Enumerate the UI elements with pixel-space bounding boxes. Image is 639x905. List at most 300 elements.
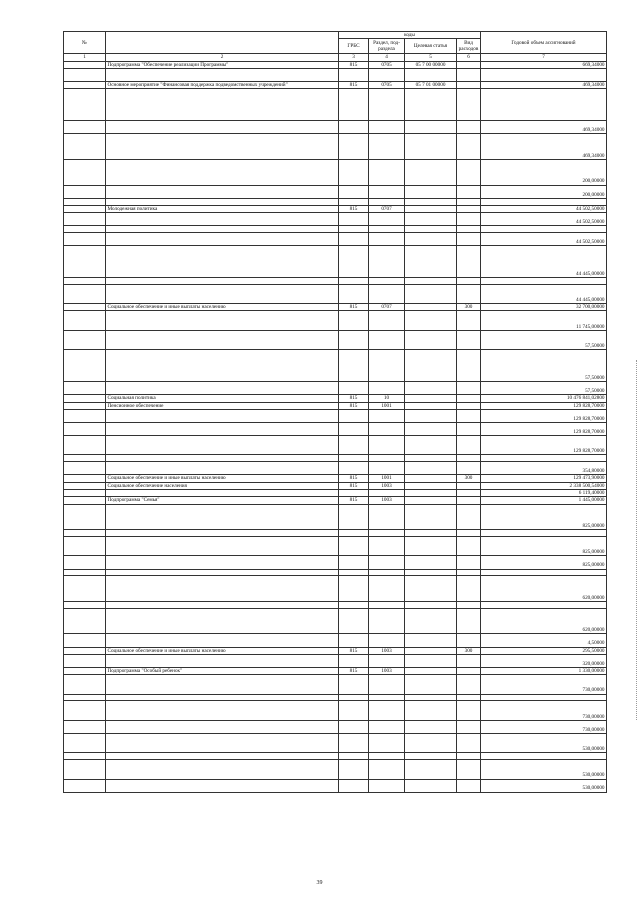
row-number-cell [64, 121, 106, 134]
target-article-cell [405, 89, 457, 121]
row-name-cell [106, 350, 339, 382]
target-article-cell [405, 530, 457, 537]
target-article-cell [405, 720, 457, 733]
annual-amount-cell: 825,00000 [481, 556, 607, 569]
col-index: 5 [405, 54, 457, 61]
table-row [64, 753, 607, 760]
row-name-cell [106, 198, 339, 205]
section-cell [369, 422, 405, 435]
annual-amount-cell [481, 198, 607, 205]
row-number-cell [64, 89, 106, 121]
row-number-cell [64, 245, 106, 277]
target-article-cell [405, 504, 457, 530]
row-name-cell [106, 226, 339, 233]
row-number-cell [64, 205, 106, 212]
section-cell [369, 489, 405, 496]
target-article-cell [405, 330, 457, 349]
table-row [64, 475, 607, 482]
row-number-cell [64, 422, 106, 435]
grbs-cell [339, 576, 369, 602]
row-number-cell [64, 733, 106, 752]
grbs-cell [339, 134, 369, 160]
row-number-cell [64, 504, 106, 530]
row-name-cell [106, 753, 339, 760]
grbs-cell: 815 [339, 402, 369, 409]
section-cell: 0707 [369, 205, 405, 212]
row-name-cell: Молодежная политика [106, 205, 339, 212]
target-article-cell [405, 489, 457, 496]
target-article-cell [405, 160, 457, 186]
annual-amount-cell: 730,00000 [481, 701, 607, 720]
row-number-cell [64, 489, 106, 496]
col-header-num: № [64, 32, 106, 54]
target-article-cell [405, 475, 457, 482]
table-row [64, 482, 607, 489]
target-article-cell [405, 226, 457, 233]
row-number-cell [64, 61, 106, 68]
annual-amount-cell: 129 828,70000 [481, 409, 607, 422]
row-number-cell [64, 81, 106, 88]
table-row [64, 89, 607, 121]
table-row [64, 760, 607, 779]
row-number-cell [64, 530, 106, 537]
col-index: 1 [64, 54, 106, 61]
annual-amount-cell: 1 445,00000 [481, 497, 607, 504]
annual-amount-cell: 57,50000 [481, 382, 607, 395]
section-cell [369, 601, 405, 608]
row-name-cell [106, 462, 339, 475]
section-cell [369, 134, 405, 160]
table-row [64, 311, 607, 330]
expense-type-cell [457, 569, 481, 576]
table-row [64, 530, 607, 537]
annual-amount-cell: 1 330,00000 [481, 667, 607, 674]
section-cell [369, 226, 405, 233]
annual-amount-cell: 200,00000 [481, 160, 607, 186]
grbs-cell [339, 330, 369, 349]
row-number-cell [64, 226, 106, 233]
expense-type-cell [457, 311, 481, 330]
row-number-cell [64, 475, 106, 482]
target-article-cell [405, 634, 457, 647]
section-cell: 0707 [369, 304, 405, 311]
expense-type-cell [457, 497, 481, 504]
row-name-cell: Социальное обеспечение населения [106, 482, 339, 489]
row-name-cell: Подпрограмма "Особый ребенок" [106, 667, 339, 674]
row-number-cell [64, 311, 106, 330]
section-cell [369, 634, 405, 647]
row-name-cell [106, 245, 339, 277]
section-cell [369, 121, 405, 134]
section-cell [369, 185, 405, 198]
table-row [64, 277, 607, 284]
expense-type-cell [457, 760, 481, 779]
table-row [64, 779, 607, 792]
annual-amount-cell: 129 828,70000 [481, 422, 607, 435]
section-cell [369, 232, 405, 245]
table-row [64, 81, 607, 88]
target-article-cell [405, 311, 457, 330]
grbs-cell: 815 [339, 61, 369, 68]
section-cell [369, 608, 405, 634]
expense-type-cell [457, 350, 481, 382]
section-cell [369, 350, 405, 382]
target-article-cell [405, 482, 457, 489]
target-article-cell [405, 277, 457, 284]
table-row [64, 537, 607, 556]
expense-type-cell [457, 198, 481, 205]
grbs-cell [339, 694, 369, 701]
table-row [64, 701, 607, 720]
col-index: 4 [369, 54, 405, 61]
section-cell [369, 779, 405, 792]
target-article-cell [405, 422, 457, 435]
expense-type-cell [457, 576, 481, 602]
row-number-cell [64, 482, 106, 489]
target-article-cell [405, 462, 457, 475]
section-cell [369, 277, 405, 284]
grbs-cell [339, 185, 369, 198]
target-article-cell [405, 576, 457, 602]
table-row [64, 497, 607, 504]
target-article-cell [405, 654, 457, 667]
annual-amount-cell: 469,34000 [481, 121, 607, 134]
grbs-cell [339, 720, 369, 733]
grbs-cell [339, 232, 369, 245]
grbs-cell [339, 350, 369, 382]
row-name-cell [106, 694, 339, 701]
expense-type-cell [457, 779, 481, 792]
row-name-cell [106, 89, 339, 121]
expense-type-cell [457, 694, 481, 701]
grbs-cell [339, 382, 369, 395]
expense-type-cell [457, 226, 481, 233]
table-body [64, 61, 607, 792]
grbs-cell [339, 160, 369, 186]
expense-type-cell [457, 160, 481, 186]
section-cell [369, 576, 405, 602]
annual-amount-cell: 44 502,50000 [481, 212, 607, 225]
section-cell [369, 556, 405, 569]
annual-amount-cell: 825,00000 [481, 504, 607, 530]
table-row [64, 245, 607, 277]
expense-type-cell [457, 422, 481, 435]
grbs-cell [339, 733, 369, 752]
grbs-cell: 815 [339, 205, 369, 212]
section-cell [369, 733, 405, 752]
grbs-cell [339, 760, 369, 779]
section-cell: 1003 [369, 667, 405, 674]
grbs-cell: 815 [339, 647, 369, 654]
target-article-cell [405, 497, 457, 504]
annual-amount-cell: 620,00000 [481, 576, 607, 602]
section-cell [369, 530, 405, 537]
expense-type-cell [457, 608, 481, 634]
row-name-cell [106, 569, 339, 576]
row-name-cell [106, 232, 339, 245]
row-number-cell [64, 350, 106, 382]
row-name-cell: Социальное обеспечение и иные выплаты населению [106, 304, 339, 311]
row-number-cell [64, 134, 106, 160]
page-number: 39 [316, 880, 323, 886]
table-row [64, 68, 607, 81]
table-row [64, 232, 607, 245]
expense-type-cell [457, 753, 481, 760]
row-name-cell: Подпрограмма "Обеспечение реализации Программы" [106, 61, 339, 68]
row-name-cell [106, 422, 339, 435]
table-row [64, 61, 607, 68]
grbs-cell: 815 [339, 482, 369, 489]
row-number-cell [64, 601, 106, 608]
budget-table [63, 31, 607, 793]
table-row [64, 608, 607, 634]
row-name-cell: Социальное обеспечение и иные выплаты населению [106, 647, 339, 654]
row-number-cell [64, 160, 106, 186]
expense-type-cell [457, 720, 481, 733]
col-header-expense-type: Вид расходов [457, 39, 481, 54]
expense-type-cell [457, 701, 481, 720]
target-article-cell [405, 753, 457, 760]
col-index: 6 [457, 54, 481, 61]
row-number-cell [64, 779, 106, 792]
table-row [64, 462, 607, 475]
row-number-cell [64, 667, 106, 674]
expense-type-cell [457, 185, 481, 198]
annual-amount-cell [481, 753, 607, 760]
annual-amount-cell: 200,00000 [481, 185, 607, 198]
target-article-cell [405, 455, 457, 462]
target-article-cell [405, 185, 457, 198]
table-row [64, 409, 607, 422]
table-row [64, 205, 607, 212]
table-row [64, 350, 607, 382]
annual-amount-cell: 129 828,70000 [481, 402, 607, 409]
expense-type-cell [457, 436, 481, 455]
section-cell [369, 504, 405, 530]
grbs-cell: 815 [339, 395, 369, 402]
row-name-cell: Социальное обеспечение и иные выплаты населению [106, 475, 339, 482]
table-row [64, 395, 607, 402]
expense-type-cell [457, 81, 481, 88]
row-name-cell [106, 436, 339, 455]
table-row [64, 576, 607, 602]
expense-type-cell [457, 284, 481, 303]
grbs-cell: 815 [339, 304, 369, 311]
annual-amount-cell: 57,50000 [481, 350, 607, 382]
annual-amount-cell [481, 68, 607, 81]
target-article-cell [405, 284, 457, 303]
expense-type-cell: 300 [457, 475, 481, 482]
section-cell: 1003 [369, 482, 405, 489]
table-row [64, 667, 607, 674]
grbs-cell [339, 245, 369, 277]
annual-amount-cell: 44 502,50000 [481, 205, 607, 212]
row-name-cell [106, 634, 339, 647]
row-name-cell [106, 530, 339, 537]
annual-amount-cell: 44 502,50000 [481, 232, 607, 245]
annual-amount-cell [481, 569, 607, 576]
row-number-cell [64, 634, 106, 647]
row-number-cell [64, 277, 106, 284]
row-name-cell [106, 556, 339, 569]
target-article-cell [405, 134, 457, 160]
expense-type-cell [457, 667, 481, 674]
row-name-cell [106, 160, 339, 186]
row-number-cell [64, 576, 106, 602]
row-name-cell [106, 733, 339, 752]
col-header-annual-amount: Годовой объем ассигнований [481, 32, 607, 54]
section-cell: 0705 [369, 81, 405, 88]
annual-amount-cell: 825,00000 [481, 537, 607, 556]
section-cell [369, 694, 405, 701]
section-cell [369, 68, 405, 81]
row-number-cell [64, 497, 106, 504]
annual-amount-cell: 669,34000 [481, 61, 607, 68]
section-cell [369, 245, 405, 277]
section-cell [369, 409, 405, 422]
row-name-cell [106, 311, 339, 330]
target-article-cell [405, 647, 457, 654]
table-row [64, 733, 607, 752]
target-article-cell [405, 350, 457, 382]
section-cell [369, 382, 405, 395]
expense-type-cell [457, 482, 481, 489]
section-cell [369, 330, 405, 349]
table-row [64, 226, 607, 233]
row-name-cell [106, 134, 339, 160]
row-name-cell [106, 537, 339, 556]
expense-type-cell [457, 212, 481, 225]
table-row [64, 675, 607, 694]
table-row [64, 284, 607, 303]
target-article-cell [405, 402, 457, 409]
col-header-grbs: ГРБС [339, 39, 369, 54]
target-article-cell [405, 701, 457, 720]
target-article-cell [405, 121, 457, 134]
grbs-cell [339, 462, 369, 475]
row-name-cell [106, 121, 339, 134]
grbs-cell [339, 68, 369, 81]
table-row [64, 304, 607, 311]
table-row [64, 601, 607, 608]
grbs-cell [339, 504, 369, 530]
target-article-cell [405, 694, 457, 701]
annual-amount-cell [481, 601, 607, 608]
target-article-cell [405, 675, 457, 694]
grbs-cell [339, 198, 369, 205]
expense-type-cell [457, 205, 481, 212]
target-article-cell [405, 556, 457, 569]
expense-type-cell [457, 654, 481, 667]
expense-type-cell [457, 601, 481, 608]
row-name-cell [106, 654, 339, 667]
expense-type-cell [457, 330, 481, 349]
annual-amount-cell [481, 89, 607, 121]
target-article-cell [405, 245, 457, 277]
table-row [64, 160, 607, 186]
section-cell [369, 701, 405, 720]
section-cell [369, 654, 405, 667]
table-row [64, 489, 607, 496]
row-name-cell [106, 409, 339, 422]
section-cell [369, 311, 405, 330]
col-header-codes: коды [339, 32, 481, 39]
expense-type-cell [457, 455, 481, 462]
annual-amount-cell: 57,50000 [481, 330, 607, 349]
grbs-cell [339, 489, 369, 496]
grbs-cell [339, 701, 369, 720]
grbs-cell [339, 226, 369, 233]
grbs-cell [339, 311, 369, 330]
expense-type-cell [457, 733, 481, 752]
row-number-cell [64, 409, 106, 422]
expense-type-cell [457, 634, 481, 647]
grbs-cell [339, 436, 369, 455]
grbs-cell [339, 608, 369, 634]
col-header-section: Раздел, под-раздела [369, 39, 405, 54]
row-number-cell [64, 68, 106, 81]
expense-type-cell: 300 [457, 647, 481, 654]
annual-amount-cell: 6 119,40000 [481, 489, 607, 496]
target-article-cell [405, 733, 457, 752]
grbs-cell [339, 675, 369, 694]
table-header [64, 32, 607, 62]
row-number-cell [64, 284, 106, 303]
section-cell [369, 455, 405, 462]
row-number-cell [64, 232, 106, 245]
annual-amount-cell [481, 530, 607, 537]
annual-amount-cell: 2 338 500,54000 [481, 482, 607, 489]
col-header-target-article: Целевая статья [405, 39, 457, 54]
annual-amount-cell: 4,50000 [481, 634, 607, 647]
annual-amount-cell: 44 445,00000 [481, 245, 607, 277]
target-article-cell [405, 205, 457, 212]
row-number-cell [64, 753, 106, 760]
annual-amount-cell: 530,00000 [481, 779, 607, 792]
target-article-cell [405, 667, 457, 674]
target-article-cell [405, 569, 457, 576]
row-name-cell [106, 212, 339, 225]
annual-amount-cell: 354,80000 [481, 462, 607, 475]
row-name-cell [106, 277, 339, 284]
section-cell [369, 675, 405, 694]
table-row [64, 121, 607, 134]
expense-type-cell [457, 134, 481, 160]
table-row [64, 134, 607, 160]
row-number-cell [64, 382, 106, 395]
target-article-cell: 05 7 00 00000 [405, 61, 457, 68]
section-cell [369, 720, 405, 733]
row-number-cell [64, 701, 106, 720]
expense-type-cell [457, 68, 481, 81]
section-cell: 1003 [369, 497, 405, 504]
row-number-cell [64, 654, 106, 667]
expense-type-cell [457, 395, 481, 402]
row-number-cell [64, 608, 106, 634]
target-article-cell [405, 779, 457, 792]
row-name-cell [106, 68, 339, 81]
grbs-cell [339, 530, 369, 537]
table-row [64, 198, 607, 205]
grbs-cell [339, 537, 369, 556]
grbs-cell [339, 121, 369, 134]
section-cell [369, 284, 405, 303]
annual-amount-cell: 730,00000 [481, 675, 607, 694]
expense-type-cell [457, 245, 481, 277]
row-number-cell [64, 556, 106, 569]
grbs-cell [339, 277, 369, 284]
grbs-cell [339, 212, 369, 225]
